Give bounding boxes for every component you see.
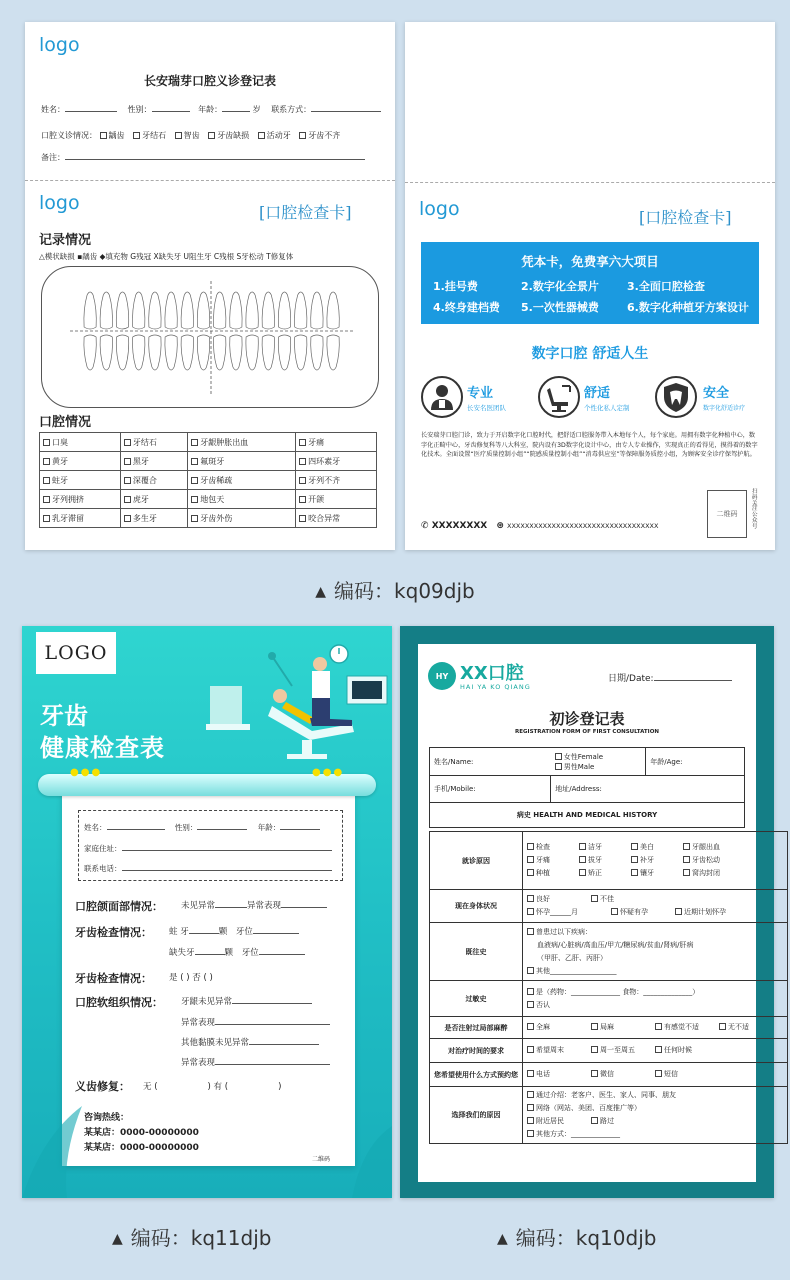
diag-row: 口腔义诊情况： 龋齿 牙结石 智齿 牙齿缺损 活动牙 牙齿不齐 (41, 131, 341, 140)
doctor-icon (421, 376, 463, 418)
option-label: 牙痛 (536, 856, 550, 864)
feature-title: 安全 (703, 386, 730, 401)
table-row: 手机/Mobile: 地址/Address: (430, 776, 745, 803)
roller-dots: ●●● (70, 767, 103, 778)
q1-label: 口腔颌面部情况： (75, 900, 163, 913)
upper-tooth (149, 292, 161, 329)
option-label: 怀孕______月 (536, 908, 578, 916)
checkbox[interactable] (683, 869, 690, 876)
option-label: 血液病/心脏病/高血压/甲亢/糖尿病/贫血/肾病/肝病 (537, 940, 694, 949)
teeth-diagram (42, 267, 379, 408)
row-options (523, 1063, 788, 1087)
upper-tooth (84, 292, 96, 329)
option-label: 洁牙 (588, 843, 602, 851)
option-label: 网络（网站、美团、百度推广等） (536, 1104, 641, 1112)
row-options (523, 923, 788, 981)
option-label: 矫正 (588, 869, 602, 877)
option-label: 是（药物：______________ 食物：______________） (536, 987, 700, 996)
lower-tooth (214, 335, 226, 370)
feature-sub: 长安名医团队 (467, 404, 506, 412)
table-row: 黄牙 黑牙 氟斑牙 四环素牙 (40, 452, 377, 471)
feature-sub: 数字化舒适诊疗 (703, 405, 746, 412)
checkbox[interactable] (631, 869, 638, 876)
row-label: 您希望使用什么方式预约您 (430, 1063, 523, 1087)
benefit-item: 3.全面口腔检查 (627, 280, 705, 293)
option-label: 有感觉不适 (664, 1023, 699, 1031)
upper-tooth (295, 292, 307, 329)
option-label: 良好 (536, 895, 550, 903)
triangle-icon: ▲ (315, 584, 327, 600)
table-row: 姓名/Name: 女性Female 男性Male 年龄/Age: (430, 748, 745, 776)
qr-label: 二维码 (716, 510, 738, 518)
card-kq10 (400, 626, 774, 1198)
form-title: 初诊登记表 (549, 710, 625, 728)
q3-row: 是 ( ) 否 ( ) (169, 973, 213, 983)
option-label: 其他___________________ (536, 966, 617, 975)
option-label: 其他方式：______________ (536, 1130, 620, 1138)
lower-tooth (278, 335, 290, 370)
q2-row: 蛀 牙 颗 牙位 (169, 925, 299, 937)
q4-row-2: 异常表现 (181, 1016, 330, 1028)
option-label: 希望周末 (536, 1046, 564, 1054)
checkbox[interactable] (591, 1046, 598, 1053)
checkbox[interactable] (611, 908, 618, 915)
logo-box (36, 632, 116, 674)
caption-kq11: ▲ 编码：kq11djb (112, 1226, 272, 1250)
option-label: 电话 (536, 1070, 550, 1078)
checkbox[interactable] (655, 1023, 662, 1030)
lower-tooth (133, 335, 145, 370)
checkbox[interactable] (527, 1104, 534, 1111)
option-label: 微信 (600, 1070, 614, 1078)
row-options (523, 832, 788, 890)
table-row: 病史 HEALTH AND MEDICAL HISTORY (430, 803, 745, 828)
upper-tooth (230, 292, 242, 329)
lower-tooth (327, 335, 339, 370)
form-title: 长安瑞芽口腔义诊登记表 (143, 74, 276, 88)
feature-title: 舒适 (584, 386, 611, 401)
lower-tooth (246, 335, 258, 370)
checkbox[interactable] (527, 1023, 534, 1030)
q4-label: 口腔软组织情况： (75, 996, 163, 1009)
table-row (430, 1017, 788, 1039)
checkbox[interactable] (631, 843, 638, 850)
logo: LOGO (44, 642, 108, 664)
table-row: 乳牙滞留 多生牙 牙齿外伤 咬合异常 (40, 509, 377, 528)
logo: logo (39, 34, 80, 56)
qr-label: 二维码 (312, 1156, 331, 1163)
feature-sub: 个性化私人定制 (584, 404, 630, 412)
option-label: 通过介绍：老客户、医生、家人、同事、朋友 (536, 1091, 676, 1099)
hotline-1: 某某店：0000-00000000 (84, 1128, 199, 1138)
q3-label: 牙齿检查情况： (75, 972, 152, 985)
table-row (430, 1039, 788, 1063)
upper-tooth (311, 292, 323, 329)
tooth-chart (41, 266, 379, 408)
caption-kq10: ▲ 编码：kq10djb (497, 1226, 657, 1250)
brand-name: XX口腔 (460, 663, 524, 684)
checkbox[interactable] (683, 843, 690, 850)
q4-row-4: 异常表现 (181, 1056, 330, 1068)
row-label: 过敏史 (430, 981, 523, 1017)
lower-tooth (116, 335, 128, 370)
row-options (523, 1017, 788, 1039)
checkbox[interactable] (527, 856, 534, 863)
row-options (523, 981, 788, 1017)
option-label: 路过 (600, 1117, 614, 1125)
lower-tooth (262, 335, 274, 370)
address-row: 家庭住址： (84, 844, 332, 853)
hotline-label: 咨询热线： (84, 1113, 130, 1123)
upper-tooth (327, 292, 339, 329)
card-title: [口腔检查卡] (259, 203, 352, 222)
checkbox[interactable] (719, 1023, 726, 1030)
oral-heading: 口腔情况 (39, 415, 92, 430)
footer-bar (421, 521, 658, 531)
slogan: 数字口腔 舒适人生 (531, 346, 649, 362)
phone-number: XXXXXXXX (431, 521, 488, 531)
leaf-decoration (22, 1096, 392, 1198)
option-label: 美白 (640, 843, 654, 851)
perforation-line (405, 182, 775, 183)
history-table (429, 831, 788, 1144)
lower-tooth (197, 335, 209, 370)
table-row: 蛀牙 深覆合 牙齿稀疏 牙列不齐 (40, 471, 377, 490)
checkbox[interactable] (527, 869, 534, 876)
checkbox[interactable] (591, 1117, 598, 1124)
phone-icon: ✆ (421, 521, 429, 531)
feature-title: 专业 (467, 386, 494, 401)
benefit-item: 5.一次性器械费 (521, 301, 599, 314)
checkbox[interactable] (579, 843, 586, 850)
date-row: 日期/Date: (608, 671, 732, 684)
option-label: 牙龈出血 (692, 843, 720, 851)
card-kq09-back (405, 22, 775, 550)
row-label: 既往史 (430, 923, 523, 981)
q4-row-3: 其他黏膜未见异常 (181, 1036, 319, 1048)
info-row: 姓名： 性别： 年龄： 岁 联系方式： (41, 105, 381, 115)
checkbox[interactable] (527, 1046, 534, 1053)
checkbox[interactable] (527, 1130, 534, 1137)
q5-label: 义齿修复： (75, 1080, 130, 1093)
name-row: 姓名： 性别： 年龄： (84, 823, 320, 832)
banner-title: 凭本卡，免费享六大项目 (521, 254, 659, 269)
brand-sub: HAI YA KO QIANG (460, 683, 531, 691)
record-heading: 记录情况 (39, 233, 92, 248)
checkbox[interactable] (655, 1070, 662, 1077)
upper-tooth (278, 292, 290, 329)
checkbox[interactable] (527, 1070, 534, 1077)
option-label: 短信 (664, 1070, 678, 1078)
upper-tooth (181, 292, 193, 329)
option-label: 全麻 (536, 1023, 550, 1031)
header-title-1: 牙齿 (40, 702, 88, 730)
form-subtitle: REGISTRATION FORM OF FIRST CONSULTATION (515, 729, 659, 735)
option-label: 周一至周五 (600, 1046, 635, 1054)
benefit-item: 6.数字化种植牙方案设计 (627, 301, 749, 314)
dental-chair-icon (538, 376, 580, 418)
q2-label: 牙齿检查情况： (75, 926, 152, 939)
lower-tooth (84, 335, 96, 370)
row-options (523, 1087, 788, 1144)
dental-scene-illustration (202, 636, 392, 766)
table-row: 口臭 牙结石 牙龈肿胀出血 牙痛 (40, 433, 377, 452)
logo-2: logo (39, 192, 80, 214)
card-kq11 (22, 626, 392, 1198)
lower-tooth (165, 335, 177, 370)
checkbox[interactable] (527, 1091, 534, 1098)
q1-row: 未见异常 异常表现 (181, 899, 327, 911)
option-label: 补牙 (640, 856, 654, 864)
option-label: 附近居民 (536, 1117, 564, 1125)
remark-row: 备注： (41, 153, 365, 163)
upper-tooth (133, 292, 145, 329)
upper-tooth (116, 292, 128, 329)
brand-badge: HY (428, 662, 456, 690)
checkbox[interactable] (527, 967, 534, 974)
hotline-2: 某某店：0000-00000000 (84, 1143, 199, 1153)
checkbox[interactable] (527, 843, 534, 850)
lower-tooth (311, 335, 323, 370)
upper-tooth (197, 292, 209, 329)
checkbox[interactable] (527, 928, 534, 935)
option-label: 不佳 (600, 895, 614, 903)
q4-row-1: 牙龈未见异常 (181, 995, 312, 1007)
upper-tooth (246, 292, 258, 329)
option-label: 牙齿松动 (692, 856, 720, 864)
upper-tooth (214, 292, 226, 329)
checkbox[interactable] (527, 1117, 534, 1124)
option-label: 怀疑有孕 (620, 908, 648, 916)
table-row (430, 890, 788, 923)
table-row (430, 832, 788, 890)
qr-side-text: 扫码关注公众号 (752, 489, 758, 530)
oral-table (39, 432, 377, 528)
option-label: 任何时候 (664, 1046, 692, 1054)
checkbox[interactable] (527, 1001, 534, 1008)
description: 长安瑞芽口腔门诊，致力于开启数字化口腔时代，把舒适口腔服务带入本地每个人，每个家庭。用拥有数字化种植中心，数字化正畸中心，牙齿修复科等八大科室，院内设有3D数字化设计中心，由专人专业操作，实现真正的看得见，摸得着的数字化技术。全面设置“医疗质量控制小组”“院感质量控制小组”“消毒供应室”等保障服务质控小组，为顾客安全诊疗保驾护航。 (421, 432, 758, 459)
perforation-line (25, 180, 395, 181)
address: XXXXXXXXXXXXXXXXXXXXXXXXXXXXXXXXXX (507, 522, 659, 530)
lower-tooth (295, 335, 307, 370)
option-label: 检查 (536, 843, 550, 851)
checkbox[interactable] (527, 988, 534, 995)
row-options (523, 1039, 788, 1063)
option-label: （甲肝、乙肝、丙肝） (537, 953, 607, 962)
table-row (430, 923, 788, 981)
row-label: 现在身体状况 (430, 890, 523, 923)
option-label: 局麻 (600, 1023, 614, 1031)
row-label: 是否注射过局部麻醉 (430, 1017, 523, 1039)
option-label: 窝沟封闭 (692, 869, 720, 877)
option-label: 否认 (536, 1000, 550, 1009)
q5-row: 无 ( ) 有 ( ) (143, 1082, 282, 1092)
roller-dots: ●●● (312, 767, 345, 778)
upper-tooth (165, 292, 177, 329)
checkbox[interactable] (527, 908, 534, 915)
triangle-icon: ▲ (497, 1231, 508, 1247)
phone-row: 联系电话： (84, 864, 332, 873)
option-label: 拔牙 (588, 856, 602, 864)
row-label: 对治疗时间的要求 (430, 1039, 523, 1063)
checkbox[interactable] (675, 908, 682, 915)
table-row: 牙列拥挤 虎牙 地包天 开颌 (40, 490, 377, 509)
location-icon: ⊛ (496, 521, 504, 531)
lower-tooth (100, 335, 112, 370)
header-title-2: 健康检查表 (40, 734, 165, 762)
lower-tooth (230, 335, 242, 370)
benefit-item: 4.终身建档费 (433, 301, 500, 314)
checkbox[interactable] (579, 869, 586, 876)
table-row (430, 1087, 788, 1144)
table-row (430, 981, 788, 1017)
tooth-shield-icon (655, 376, 697, 418)
card-kq09-form (25, 22, 395, 550)
table-row (430, 1063, 788, 1087)
option-label: 种植 (536, 869, 550, 877)
upper-tooth (262, 292, 274, 329)
q2-row-2: 缺失牙 颗 牙位 (169, 946, 305, 958)
row-label: 选择我们的原因 (430, 1087, 523, 1144)
row-label: 就诊原因 (430, 832, 523, 890)
checkbox[interactable] (527, 895, 534, 902)
checkbox[interactable] (579, 856, 586, 863)
registration-table (429, 747, 745, 828)
option-label: 镶牙 (640, 869, 654, 877)
checkbox[interactable] (591, 1070, 598, 1077)
option-label: 近期计划怀孕 (684, 908, 726, 916)
checkbox[interactable] (591, 895, 598, 902)
checkbox[interactable] (631, 856, 638, 863)
checkbox[interactable] (591, 1023, 598, 1030)
caption-kq09: ▲ 编码：kq09djb (315, 579, 475, 603)
benefit-item: 1.挂号费 (433, 280, 478, 293)
lower-tooth (181, 335, 193, 370)
option-label: 无不适 (728, 1023, 749, 1031)
benefit-banner (421, 242, 759, 324)
row-options (523, 890, 788, 923)
lower-tooth (149, 335, 161, 370)
tooth-legend: △模状缺损 ▪龋齿 ◆填充物 G残冠 X缺失牙 U阻生牙 C残根 S牙松动 T修复体 (39, 252, 294, 261)
triangle-icon: ▲ (112, 1231, 123, 1247)
checkbox[interactable] (655, 1046, 662, 1053)
checkbox[interactable] (683, 856, 690, 863)
benefit-item: 2.数字化全景片 (521, 280, 599, 293)
logo: logo (419, 198, 460, 220)
upper-tooth (100, 292, 112, 329)
card-title: [口腔检查卡] (639, 208, 732, 227)
option-label: 曾患过以下疾病： (536, 927, 592, 936)
qr-code (707, 490, 747, 538)
